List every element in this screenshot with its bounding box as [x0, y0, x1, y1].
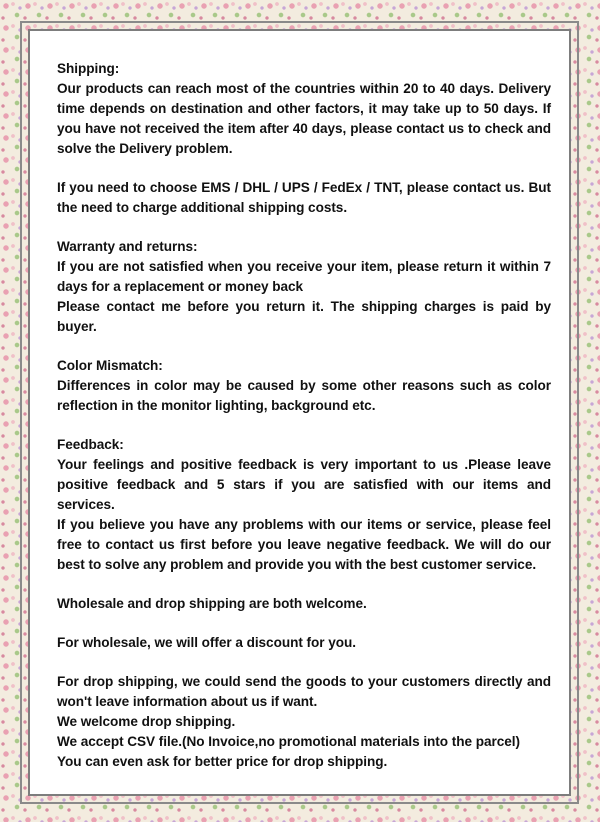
wholesale-dropship-section — [57, 594, 551, 614]
text-line: We accept CSV file.(No Invoice,no promotional materials into the parcel) — [57, 734, 520, 749]
text-line: buyer. — [57, 319, 97, 334]
text-line: time depends on destination and other factors, it may take up to 50 days. If — [57, 101, 551, 116]
text-line: Differences in color may be caused by some other reasons such as color — [57, 378, 551, 393]
warranty-section — [57, 237, 551, 337]
text-line: Your feelings and positive feedback is very important to us .Please leave — [57, 457, 551, 472]
text-line: days for a replacement or money back — [57, 279, 304, 294]
text-line: If you are not satisfied when you receive your item, please return it within 7 — [57, 259, 551, 274]
text-line: solve the Delivery problem. — [57, 141, 233, 156]
text-line: You can even ask for better price for drop shipping. — [57, 754, 388, 769]
color-mismatch-section — [57, 356, 551, 416]
text-line: won't leave information about us if want. — [57, 694, 318, 709]
text-line: We welcome drop shipping. — [57, 714, 236, 729]
text-line: you have not received the item after 40 days, please contact us to check and — [57, 121, 551, 136]
shipping-section — [57, 59, 551, 159]
text-line: positive feedback and 5 stars if you are satisfied with our items and services. — [57, 477, 551, 512]
text-line: free to contact us first before you leave negative feedback. We will do our — [57, 537, 551, 552]
text-line: Wholesale and drop shipping are both welcome. — [57, 596, 367, 611]
feedback-section — [57, 435, 551, 575]
feedback-heading: Feedback: — [57, 437, 124, 452]
text-line: For wholesale, we will offer a discount for you. — [57, 635, 356, 650]
drop-shipping-section — [57, 672, 551, 772]
warranty-heading: Warranty and returns: — [57, 239, 198, 254]
text-line: If you believe you have any problems with our items or service, please feel — [57, 517, 551, 532]
express-carriers-section — [57, 178, 551, 218]
shipping-heading: Shipping: — [57, 61, 120, 76]
text-line: reflection in the monitor lighting, background etc. — [57, 398, 376, 413]
text-line: the need to charge additional shipping costs. — [57, 200, 348, 215]
text-line: For drop shipping, we could send the goods to your customers directly and — [57, 674, 551, 689]
text-line: Our products can reach most of the countries within 20 to 40 days. Delivery — [57, 81, 551, 96]
wholesale-discount-section — [57, 633, 551, 653]
color-mismatch-heading: Color Mismatch: — [57, 358, 163, 373]
text-line: If you need to choose EMS / DHL / UPS / FedEx / TNT, please contact us. But — [57, 180, 551, 195]
policy-text-panel — [28, 29, 571, 796]
text-line: best to solve any problem and provide you with the best customer service. — [57, 557, 537, 572]
text-line: Please contact me before you return it. The shipping charges is paid by — [57, 299, 551, 314]
